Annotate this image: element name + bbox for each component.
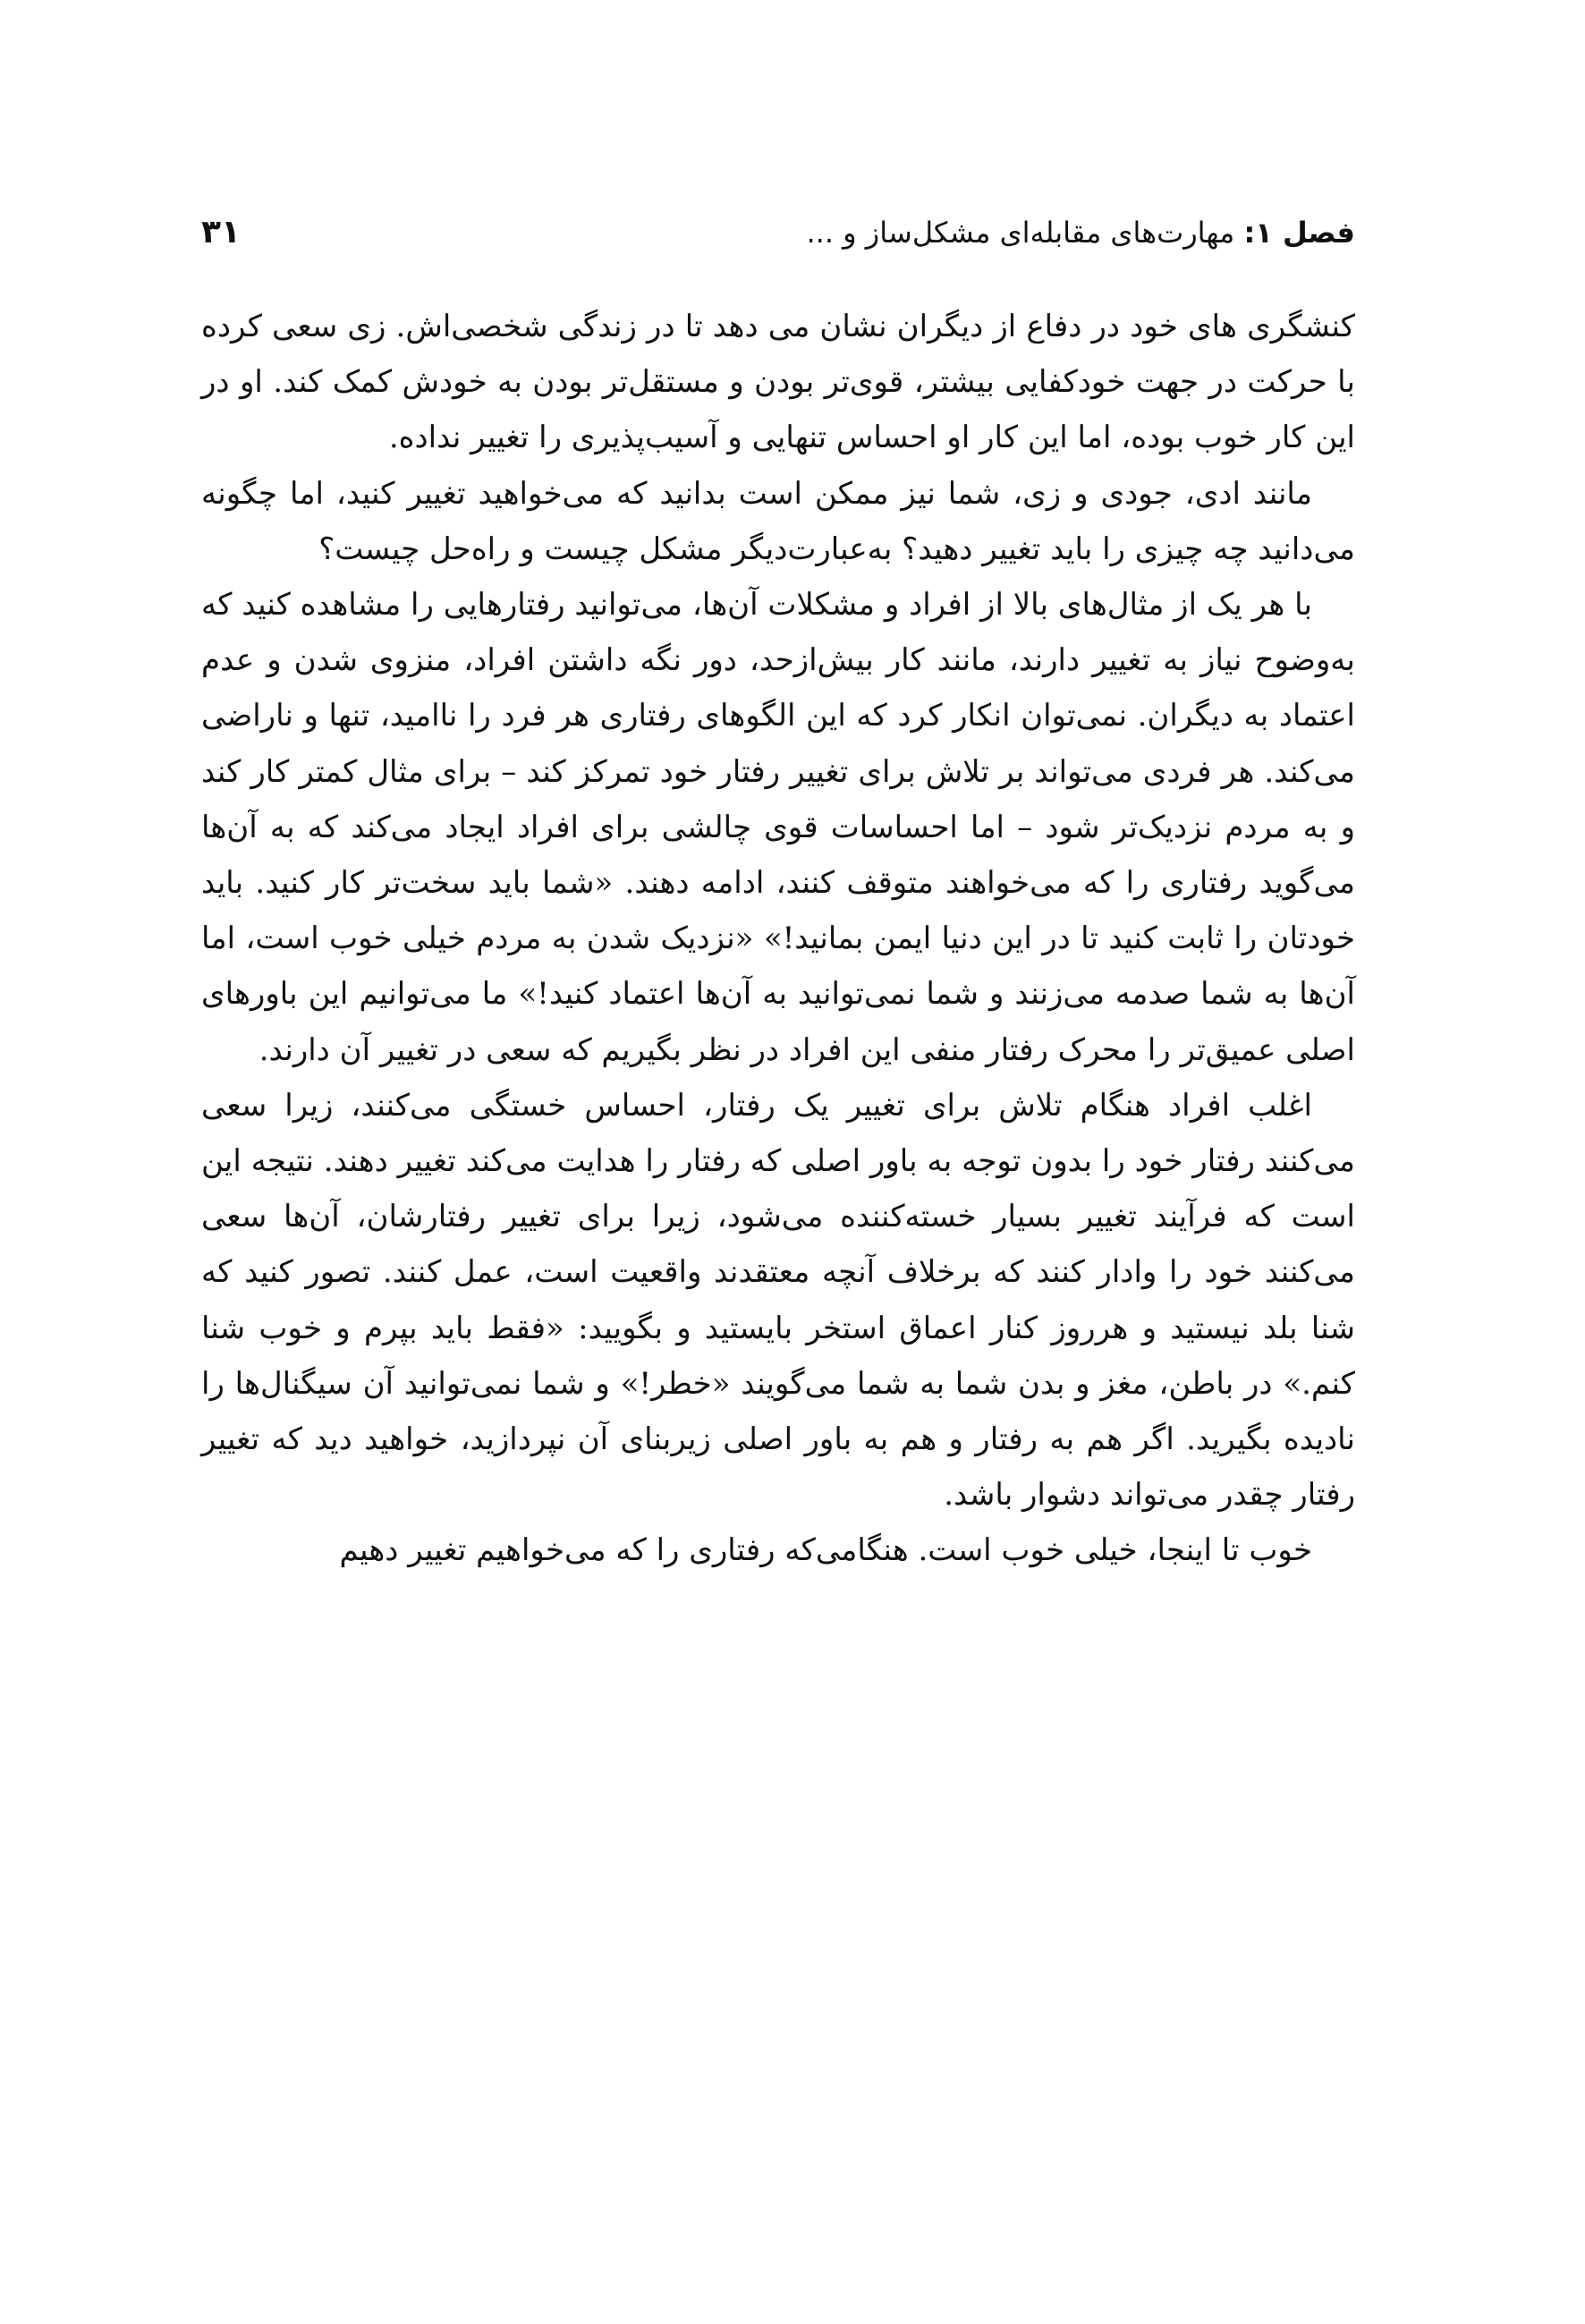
body-text [201,299,1355,1579]
running-title [806,208,1355,258]
paragraph: مانند ادی، جودی و زی، شما نیز ممکن است بدانید که می‌خواهید تغییر کنید، اما چگونه می‌دانید چه چیزی را باید تغییر دهید؟ به‌عبارت‌دیگر مشکل چیست و راه‌حل چیست؟ [201,475,1355,567]
chapter-label: فصل ۱: [1243,216,1355,250]
paragraph: خوب تا اینجا، خیلی خوب است. هنگامی‌که رفتاری را که می‌خواهیم تغییر دهیم [339,1532,1312,1569]
paragraph: کنشگری های خود در دفاع از دیگران نشان می دهد تا در زندگی شخصی‌اش. زی سعی کرده با حرکت در جهت خودکفایی بیشتر، قوی‌تر بودن و مستقل‌تر بودن به خودش کمک کند. او در این کار خوب بوده، اما این کار او احساس تنهایی و آسیب‌پذیری را تغییر نداده. [201,309,1355,456]
page-number: ۳۱ [201,214,241,250]
paragraph: با هر یک از مثال‌های بالا از افراد و مشکلات آن‌ها، می‌توانید رفتارهایی را مشاهده کنید که به‌وضوح نیاز به تغییر دارند، مانند کار بیش‌ازحد، دور نگه داشتن افراد، منزوی شدن و عدم اعتماد به دیگران. نمی‌توان انکار کرد که این الگوهای رفتاری هر فرد را ناامید، تنها و ناراضی می‌کند. هر فردی می‌تواند بر تلاش برای تغییر رفتار خود تمرکز کند – برای مثال کمتر کار کند و به مردم نزدیک‌تر شود – اما احساسات قوی چالشی برای افراد ایجاد می‌کند که به آن‌ها می‌گوید رفتاری را که می‌خواهند متوقف کنند، ادامه دهند. «شما باید سخت‌تر کار کنید. باید خودتان را ثابت کنید تا در این دنیا ایمن بمانید!» «نزدیک شدن به مردم خیلی خوب است، اما آن‌ها به شما صدمه می‌زنند و شما نمی‌توانید به آن‌ها اعتماد کنید!» ما می‌توانیم این باورهای اصلی عمیق‌تر را محرک رفتار منفی این افراد در نظر بگیریم که سعی در تغییر آن دارند. [201,587,1355,1068]
running-header [201,208,1355,258]
chapter-title: مهارت‌های مقابله‌ای مشکل‌ساز و ... [806,216,1235,250]
paragraph: اغلب افراد هنگام تلاش برای تغییر یک رفتار، احساس خستگی می‌کنند، زیرا سعی می‌کنند رفتار خود را بدون توجه به باور اصلی که رفتار را هدایت می‌کند تغییر دهند. نتیجه این است که فرآیند تغییر بسیار خسته‌کننده می‌شود، زیرا برای تغییر رفتارشان، آن‌ها سعی می‌کنند خود را وادار کنند که برخلاف آنچه معتقدند واقعیت است، عمل کنند. تصور کنید که شنا بلد نیستید و هرروز کنار اعماق استخر بایستید و بگویید: «فقط باید بپرم و خوب شنا کنم.» در باطن، مغز و بدن شما به شما می‌گویند «خطر!» و شما نمی‌توانید آن سیگنال‌ها را نادیده بگیرید. اگر هم به رفتار و هم به باور اصلی زیربنای آن نپردازید، خواهید دید که تغییر رفتار چقدر می‌تواند دشوار باشد. [201,1087,1355,1514]
